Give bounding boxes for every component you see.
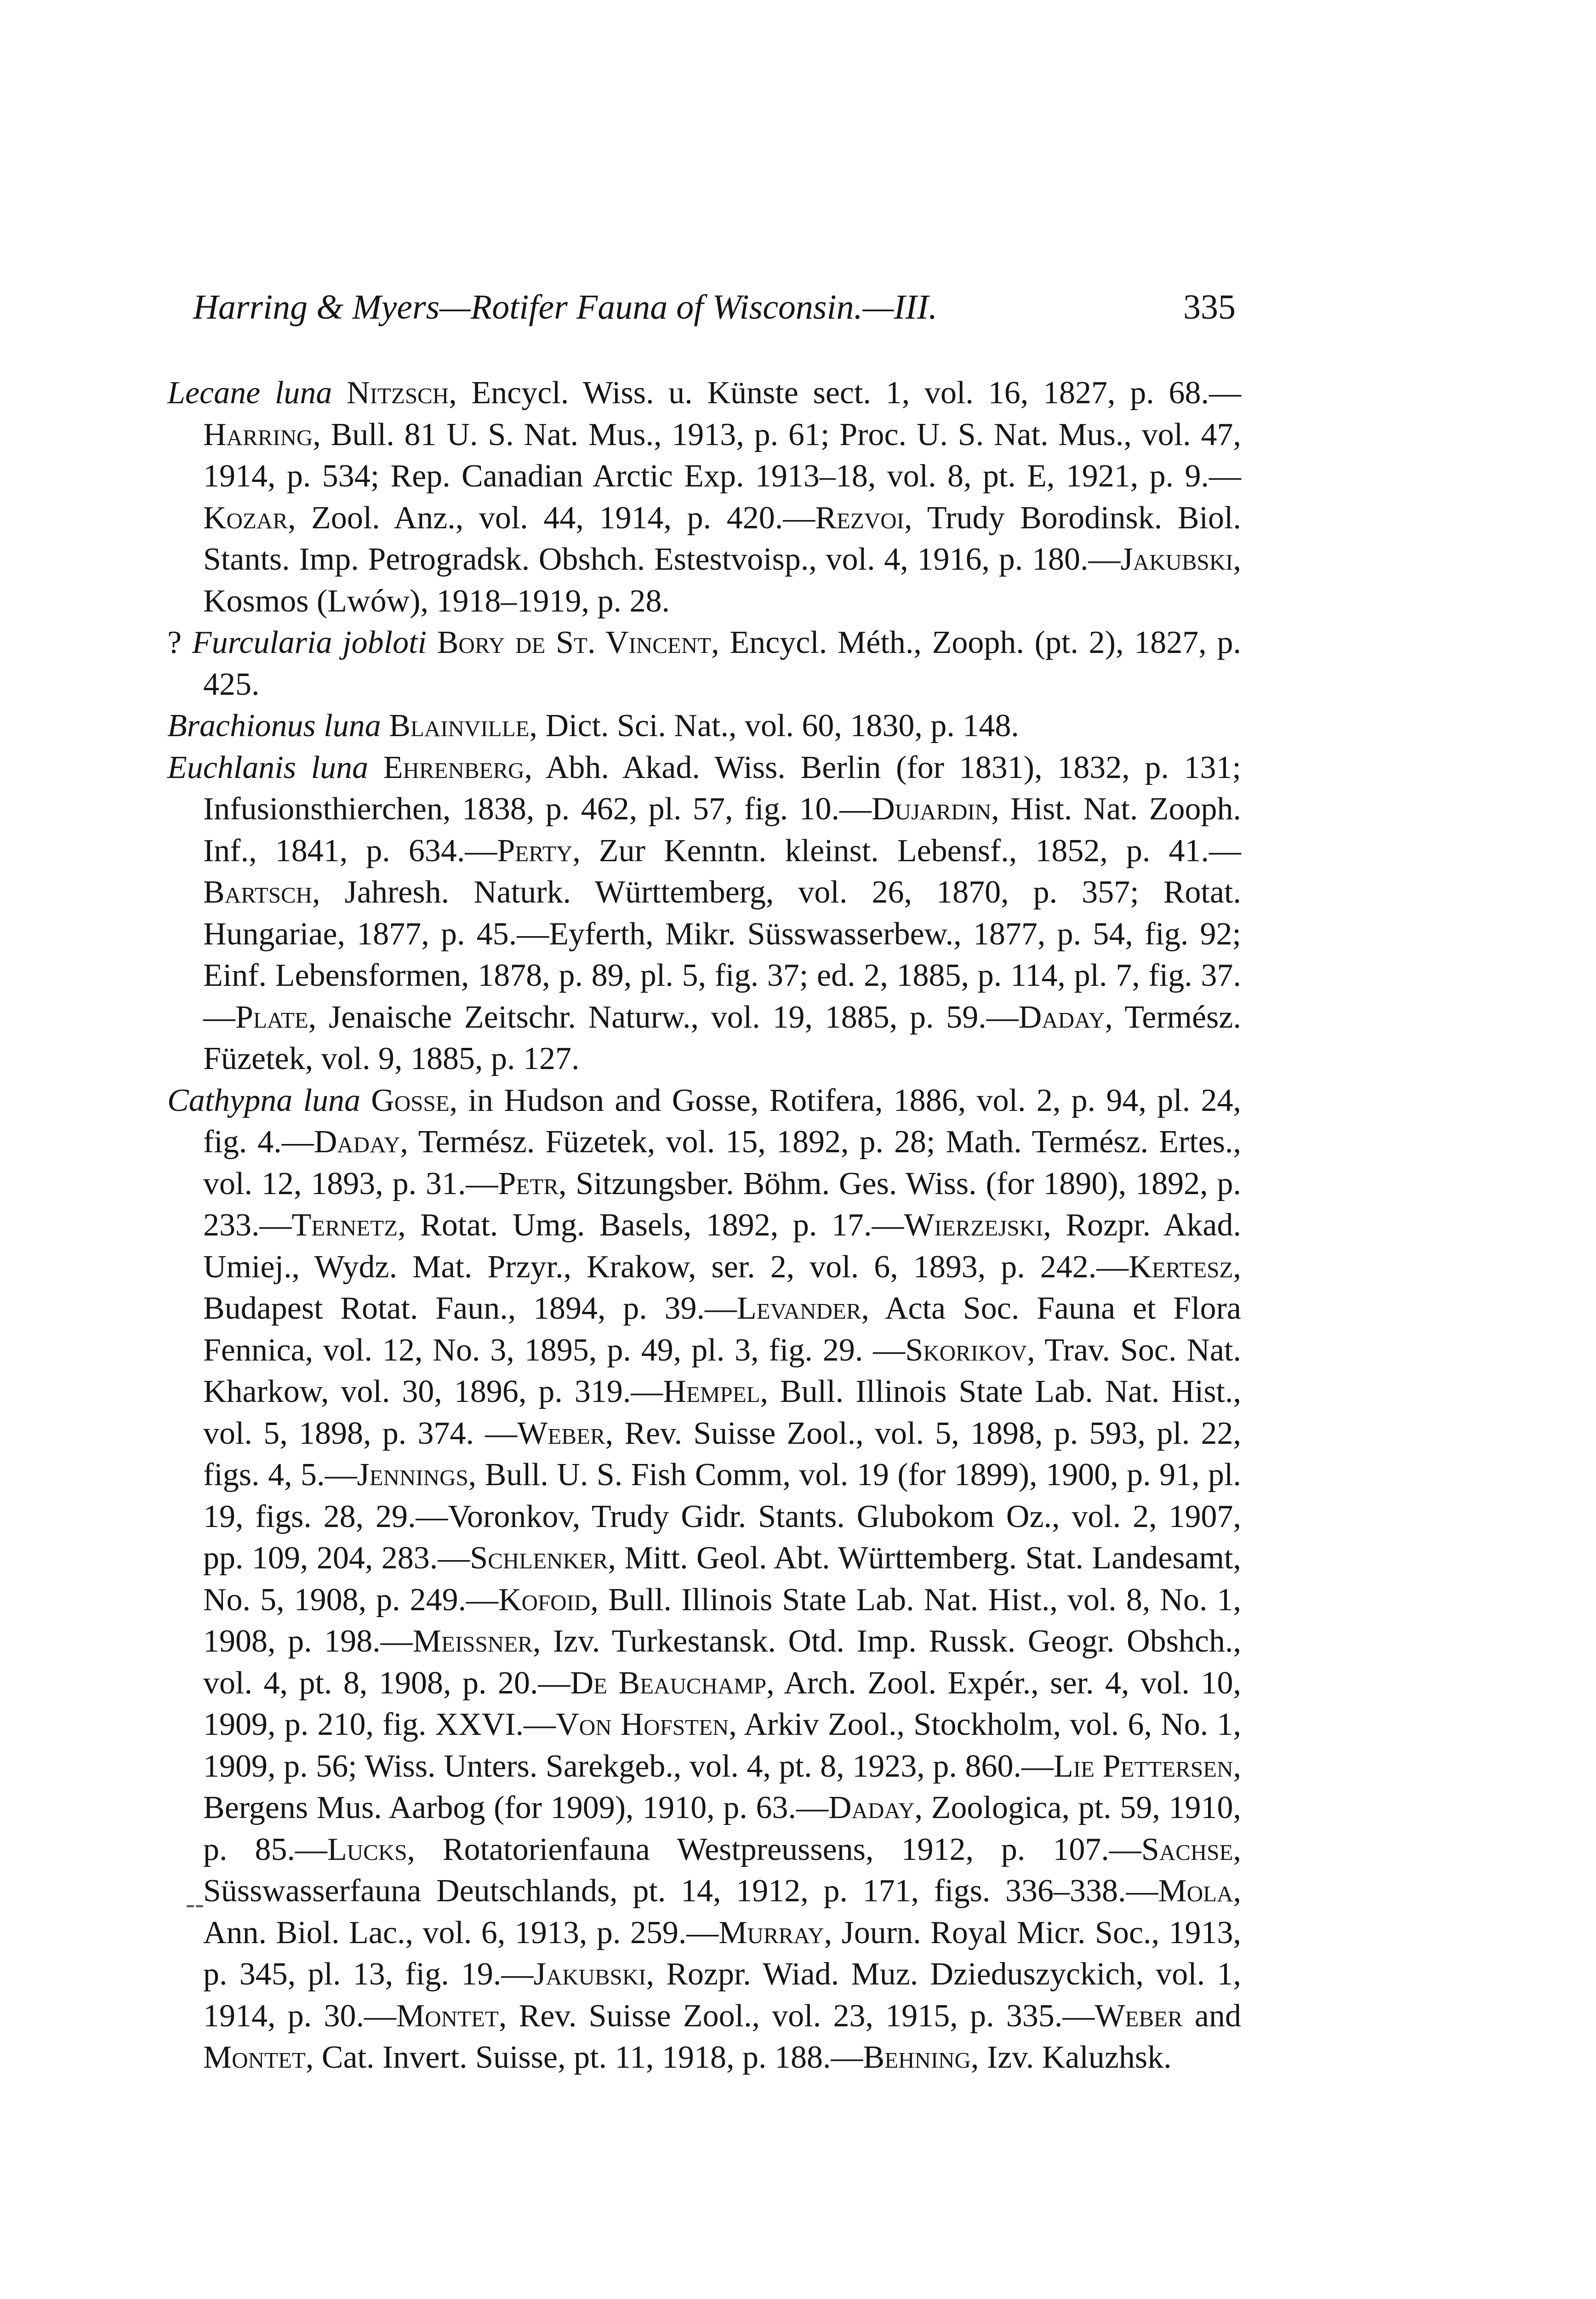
taxon-name: Cathypna luna [167,1082,360,1118]
citation-text: ? [167,625,192,660]
running-title: Harring & Myers—Rotifer Fauna of Wisconsin.—III. [193,288,938,326]
author-name: De Beauchamp [570,1665,767,1701]
author-name: Lucks [327,1831,407,1867]
citation-text: , Encycl. Wiss. u. Künste sect. 1, vol. 16, 1827, p. 68.— [449,375,1242,411]
citation-text: , Bull. Illinois State Lab. Nat. Hist., vol. 5, 1898, p. 374. — [203,1374,1242,1451]
author-name: Lie Pettersen [1053,1748,1233,1784]
citation-text: , Jenaische Zeitschr. Naturw., vol. 19, 1885, p. 59.— [308,999,1019,1035]
author-name: Levander [737,1291,861,1326]
author-name: Daday [1018,999,1105,1035]
synonymy-entry [167,622,1241,705]
synonymy-entry [167,747,1241,1080]
author-name: Perty [497,833,573,869]
citation-text: , Cat. Invert. Suisse, pt. 11, 1918, p. 188.— [305,2040,863,2075]
citation-text [368,750,383,785]
citation-text: , in Hudson and Gosse, Rotifera, 1886, vol. 2, p. 94, pl. 24, fig. 4.— [203,1082,1242,1160]
citation-text: , Trudy Borodinsk. Biol. Stants. Imp. Petrogradsk. Obshch. Estestvoisp., vol. 4, 1916, p. 180.— [203,500,1241,577]
citation-text: , Zoologica, pt. 59, 1910, p. 85.— [203,1790,1241,1867]
citation-text [360,1083,371,1118]
author-name: Weber [1094,1998,1183,2034]
citation-text [332,375,347,411]
running-header [193,284,1236,330]
citation-text: , Trav. Soc. Nat. Kharkow, vol. 30, 1896, p. 319.— [203,1332,1242,1409]
citation-text: , Dict. Sci. Nat., vol. 60, 1830, p. 148. [529,708,1019,743]
author-name: Dujardin [872,791,992,827]
citation-text: , Mitt. Geol. Abt. Württemberg. Stat. Landesamt, No. 5, 1908, p. 249.— [203,1540,1241,1618]
author-name: Jakubski [533,1956,646,1992]
page-number: 335 [1183,288,1236,326]
citation-text [381,708,389,743]
author-name: Bory de St. Vincent [437,625,712,660]
author-name: Rezvoi [815,500,904,536]
author-name: Skorikov [905,1332,1027,1368]
author-name: Ternetz [291,1207,398,1243]
citation-text: , Rozpr. Akad. Umiej., Wydz. Mat. Przyr., Krakow, ser. 2, vol. 6, 1893, p. 242.— [203,1207,1241,1285]
synonymy-entry [167,705,1241,747]
author-name: Jennings [357,1457,468,1493]
author-name: Petr [498,1166,559,1201]
citation-text: , Izv. Kaluzhsk. [970,2040,1172,2075]
citation-text: , Bergens Mus. Aarbog (for 1909), 1910, p. 63.— [203,1748,1241,1825]
citation-text: , Bull. 81 U. S. Nat. Mus., 1913, p. 61; Proc. U. S. Nat. Mus., vol. 47, 1914, p. 534; Rep. Canadian Arctic Exp. 1913–18, vol. 8, pt. E, 1921, p. 9.— [203,417,1241,494]
author-name: Harring [203,417,313,452]
author-name: Montet [203,2040,306,2075]
author-name: Behning [863,2040,971,2075]
citation-text: , Encycl. Méth., Zooph. (pt. 2), 1827, p. 425. [203,625,1242,702]
taxon-name: Lecane luna [167,375,332,411]
author-name: Daday [828,1790,915,1825]
citation-text: , Bull. Illinois State Lab. Nat. Hist., vol. 8, No. 1, 1908, p. 198.— [203,1582,1241,1659]
taxon-name: Euchlanis luna [167,749,369,785]
citation-text: , Abh. Akad. Wiss. Berlin (for 1831), 1832, p. 131; Infusionsthierchen, 1838, p. 462, pl. 57, fig. 10.— [203,749,1241,827]
author-name: Hempel [663,1374,760,1409]
synonymy-list [167,372,1241,2079]
citation-text: , Rozpr. Wiad. Muz. Dzieduszyckich, vol. 1, 1914, p. 30.— [203,1956,1241,2034]
citation-text: , Zur Kenntn. kleinst. Lebensf., 1852, p. 41.— [572,833,1242,869]
citation-text: and [1182,1998,1241,2034]
citation-text: , Bull. U. S. Fish Comm, vol. 19 (for 1899), 1900, p. 91, pl. 19, figs. 28, 29.—Voronkov, Trudy Gidr. Stants. Glubokom Oz., vol. 2, 1907, pp. 109, 204, 283.— [203,1457,1242,1576]
author-name: Ehrenberg [383,749,524,785]
citation-text: , Termész. Füzetek, vol. 9, 1885, p. 127. [203,999,1241,1076]
author-name: Montet [396,1998,499,2034]
citation-text: , Hist. Nat. Zooph. Inf., 1841, p. 634.— [203,791,1241,869]
citation-text: , Izv. Turkestansk. Otd. Imp. Russk. Geogr. Obshch., vol. 4, pt. 8, 1908, p. 20.— [203,1624,1242,1701]
author-name: Murray [718,1915,824,1950]
synonymy-entry [167,1080,1241,2079]
author-name: Nitzsch [347,375,449,411]
citation-text: , Rev. Suisse Zool., vol. 23, 1915, p. 335.— [498,1998,1095,2034]
author-name: Blainville [389,708,530,743]
citation-text: , Rotatorienfauna Westpreussens, 1912, p. 107.— [407,1831,1141,1867]
author-name: Sachse [1141,1831,1233,1867]
citation-text: , Rotat. Umg. Basels, 1892, p. 17.— [398,1207,904,1243]
citation-text: , Zool. Anz., vol. 44, 1914, p. 420.— [287,500,815,536]
author-name: Wierzejski [904,1207,1043,1243]
author-name: Jakubski [1120,542,1233,577]
citation-text: , Budapest Rotat. Faun., 1894, p. 39.— [203,1249,1241,1326]
margin-mark: -- [186,1888,204,1919]
author-name: Plate [235,999,308,1035]
citation-text: , Jahresh. Naturk. Württemberg, vol. 26, 1870, p. 357; Rotat. Hungariae, 1877, p. 45.—Eyferth, Mikr. Süsswasserbew., 1877, p. 54, fig. 92; Einf. Lebensformen, 1878, p. 89, pl. 5, fig. 37; ed. 2, 1885, p. 114, pl. 7, fig. 37.— [203,875,1241,1035]
citation-text: , Arkiv Zool., Stockholm, vol. 6, No. 1, 1909, p. 56; Wiss. Unters. Sarekgeb., vol. 4, pt. 8, 1923, p. 860.— [203,1707,1242,1784]
citation-text: , Sitzungsber. Böhm. Ges. Wiss. (for 1890), 1892, p. 233.— [203,1166,1241,1243]
taxon-name: Furcularia jobloti [192,625,427,660]
author-name: Kozar [203,500,288,536]
author-name: Daday [314,1124,400,1160]
citation-text: , Arch. Zool. Expér., ser. 4, vol. 10, 1909, p. 210, fig. XXVI.— [203,1665,1242,1742]
author-name: Bartsch [203,875,313,910]
author-name: Meissner [412,1624,533,1659]
author-name: Gosse [371,1082,450,1118]
synonymy-entry [167,372,1241,622]
author-name: Mola [1158,1873,1233,1909]
taxon-name: Brachionus luna [167,708,381,743]
author-name: Weber [517,1415,605,1451]
citation-text: , Kosmos (Lwów), 1918–1919, p. 28. [203,542,1241,619]
citation-text: , Journ. Royal Micr. Soc., 1913, p. 345, pl. 13, fig. 19.— [203,1915,1242,1992]
citation-text [427,625,437,660]
citation-text: , Ann. Biol. Lac., vol. 6, 1913, p. 259.— [203,1873,1241,1950]
citation-text: , Termész. Füzetek, vol. 15, 1892, p. 28; Math. Termész. Ertes., vol. 12, 1893, p. 31.— [203,1124,1242,1201]
citation-text: , Süsswasserfauna Deutschlands, pt. 14, 1912, p. 171, figs. 336–338.— [203,1831,1241,1909]
author-name: Kertesz [1129,1249,1233,1285]
author-name: Von Hofsten [556,1707,729,1742]
citation-text: , Rev. Suisse Zool., vol. 5, 1898, p. 593, pl. 22, figs. 4, 5.— [203,1415,1242,1493]
citation-text: , Acta Soc. Fauna et Flora Fennica, vol. 12, No. 3, 1895, p. 49, pl. 3, fig. 29. — [203,1291,1241,1368]
author-name: Schlenker [470,1540,608,1576]
author-name: Kofoid [498,1582,591,1618]
